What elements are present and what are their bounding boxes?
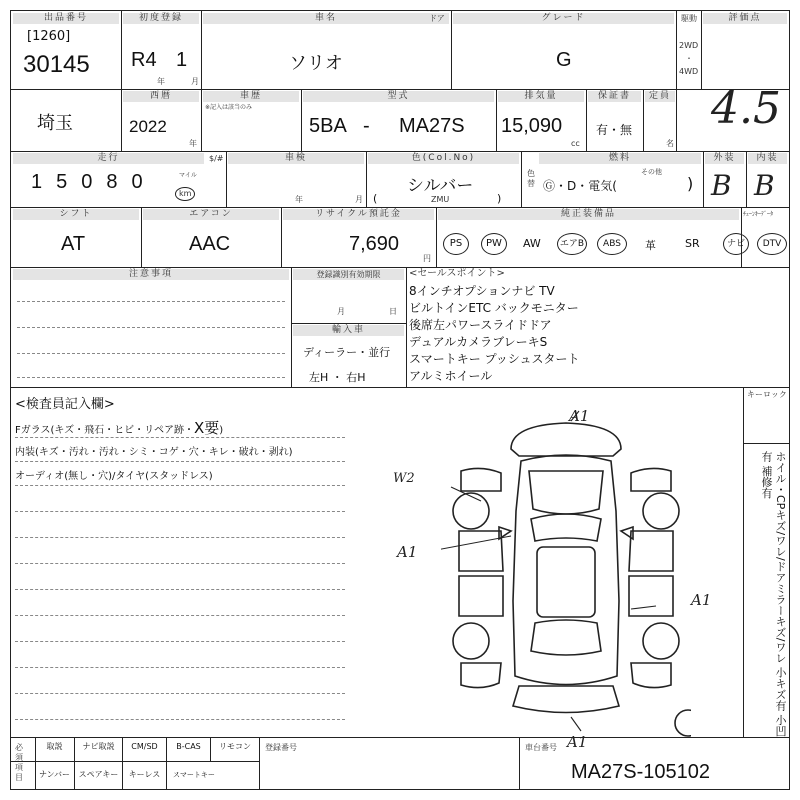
notes-header: 注意事項 — [13, 269, 289, 280]
chain-key-header: ﾁｪｰﾝｷｰﾃﾞｰﾀ — [743, 211, 774, 218]
mileage-digit: 5 — [56, 171, 82, 193]
sales-points-header: <セールスポイント> — [409, 268, 505, 279]
equipment-sunroof: SR — [685, 237, 700, 250]
registration-month: 月 — [337, 307, 345, 316]
color-value: シルバー — [407, 176, 474, 196]
bottom-items-bottom — [35, 761, 259, 789]
fuel-header: 燃料 — [539, 153, 701, 164]
capacity-unit: 名 — [666, 139, 674, 148]
bottom-manual: 取説 — [35, 737, 75, 761]
interior-header: 内装 — [748, 153, 787, 164]
fuel-close: ) — [687, 174, 694, 193]
recycle-unit: 円 — [423, 254, 431, 263]
grade-value: G — [556, 49, 572, 71]
required-items-label: 必須項目 — [15, 743, 23, 782]
equipment-navi: ナビ — [723, 233, 749, 255]
color-paren-open: ( — [373, 192, 378, 205]
bottom-navi-manual: ナビ取説 — [75, 737, 123, 761]
keylock-box — [743, 387, 790, 444]
damage-rear: A1 — [567, 733, 588, 751]
color-paren-close: ) — [497, 192, 502, 205]
sales-point-line: ビルトインETC バックモニター — [409, 301, 579, 315]
equipment-header: 純正装備品 — [438, 209, 739, 220]
fuel-other: その他 — [641, 168, 662, 176]
exterior-grade: B — [711, 169, 732, 202]
registration-header: 登録識別有効期限 — [293, 269, 404, 280]
model-type-dash: - — [363, 115, 370, 137]
year-ad: 2022 — [129, 117, 167, 136]
damage-left-door: A1 — [397, 543, 418, 561]
keylock-header: キーロック — [747, 390, 787, 399]
score-value: 4.5 — [711, 83, 781, 134]
drive-sep: ・ — [685, 54, 693, 63]
car-diagram — [441, 401, 691, 741]
km-unit: km — [175, 181, 195, 201]
sales-point-line: デュアルカメラブレーキS — [409, 335, 548, 349]
shaken-year: 年 — [295, 195, 303, 204]
auction-sheet — [10, 10, 790, 790]
model-type-prefix: 5BA — [309, 115, 347, 137]
month-unit: 月 — [191, 77, 199, 86]
mile-label: マイル — [179, 172, 197, 179]
displacement-header: 排気量 — [498, 91, 584, 102]
displacement-value: 15,090 — [501, 115, 563, 137]
displacement-unit: cc — [571, 139, 580, 148]
inspector-header: <検査員記入欄> — [15, 397, 115, 412]
recycle-header: リサイクル預託金 — [283, 209, 434, 220]
lot-number: 30145 — [23, 51, 90, 78]
mileage-digit: 0 — [131, 171, 157, 193]
import-header: 輸入車 — [293, 325, 404, 336]
prefecture: 埼玉 — [37, 113, 73, 134]
equipment-leather: 革 — [645, 239, 656, 252]
damage-right-rear: A1 — [691, 591, 712, 609]
lot-header: 出品番号 — [13, 13, 119, 24]
mileage-digit: 0 — [81, 171, 107, 193]
sales-points-list — [409, 283, 580, 385]
dealer-parallel: ディーラー・並行 — [303, 346, 391, 359]
glass-line: Fガラス(キズ・飛石・ヒビ・リペア跡・X要) — [15, 419, 224, 437]
glass-mark: X要 — [193, 419, 220, 437]
history-note: ※記入は該当のみ — [205, 104, 253, 111]
equipment-airbag: エアB — [557, 233, 587, 255]
first-reg-era: R4 — [131, 49, 157, 71]
exterior-header: 外装 — [705, 153, 744, 164]
warranty-value: 有・無 — [596, 123, 633, 137]
drive-header: 駆動 — [681, 14, 697, 23]
grade-header: グレード — [453, 13, 674, 24]
bottom-spare-key: スペアキー — [75, 761, 123, 789]
bottom-keyless: キーレス — [123, 761, 167, 789]
lot-code: [1260] — [27, 29, 71, 44]
equipment-list — [443, 233, 789, 259]
bottom-remote: リモコン — [219, 742, 251, 751]
equipment-aw: AW — [523, 237, 541, 250]
chassis-header: 車台番号 — [525, 743, 557, 752]
sales-point-line: アルミホイール — [409, 369, 493, 383]
interior-grade: B — [754, 169, 775, 202]
shaken-header: 車検 — [228, 153, 364, 164]
model-name-header: 車名 — [203, 13, 449, 24]
model-type-code: MA27S — [399, 115, 465, 137]
bottom-bcas: B-CAS — [167, 737, 211, 761]
fuel-value: Ⓖ・D・電気( — [543, 179, 617, 193]
mileage-header: 走行 — [13, 153, 204, 164]
color-change-label: 色替 — [527, 169, 535, 188]
mileage-digit: 8 — [106, 171, 132, 193]
bottom-cm-sd: CM/SD — [123, 737, 167, 761]
color-header: 色(Col.No) — [368, 153, 519, 164]
mileage-digit: 1 — [31, 171, 57, 193]
aircon-header: エアコン — [143, 209, 279, 220]
equipment-pw: PW — [481, 233, 507, 255]
drive-4wd: 4WD — [679, 67, 699, 76]
side-note: ホイル・CPキズ/ワレ/ドアミラーキズ/ワレ 小キズ有 小凹有 補修有 — [760, 451, 787, 737]
equipment-abs: ABS — [597, 233, 627, 255]
year-ad-unit: 年 — [189, 139, 197, 148]
year-ad-header: 西暦 — [123, 91, 199, 102]
smeter-header: $/# — [209, 154, 224, 163]
interior-line: 内装(キズ・汚れ・汚れ・シミ・コゲ・穴・キレ・破れ・剥れ) — [15, 447, 293, 458]
damage-front-left: W2 — [393, 471, 415, 486]
color-code: ZMU — [431, 195, 450, 204]
shift-value: AT — [61, 233, 86, 255]
equipment-dtv: DTV — [757, 233, 787, 255]
model-type-header: 型式 — [303, 91, 494, 102]
mileage-digits — [31, 171, 157, 194]
history-header: 車歴 — [203, 91, 299, 102]
damage-front: A1 — [569, 407, 590, 425]
bottom-smart-key: スマートキー — [173, 771, 215, 779]
registration-day: 日 — [389, 307, 397, 316]
first-reg-month: 1 — [176, 49, 188, 71]
steering-side: 左H ・ 右H — [309, 371, 366, 384]
audio-line: オーディオ(無し・穴)/タイヤ(スタッドレス) — [15, 471, 213, 482]
warranty-header: 保証書 — [588, 91, 641, 102]
aircon-value: AAC — [189, 233, 231, 255]
model-name: ソリオ — [289, 53, 343, 74]
bottom-items-top — [35, 737, 259, 761]
score-header: 評価点 — [703, 13, 787, 24]
chassis-number: MA27S-105102 — [571, 761, 710, 783]
recycle-value: 7,690 — [349, 233, 400, 255]
doors-header: ドア — [429, 14, 445, 23]
sales-point-line: 後席左パワースライドドア — [409, 318, 552, 332]
drive-2wd: 2WD — [679, 41, 699, 50]
sales-point-line: スマートキー プッシュスタート — [409, 352, 580, 366]
first-reg-header: 初度登録 — [123, 13, 199, 24]
sales-point-line: 8インチオプションナビ TV — [409, 284, 555, 298]
shift-header: シフト — [13, 209, 139, 220]
bottom-number: ナンバー — [35, 761, 75, 789]
year-unit: 年 — [157, 77, 165, 86]
equipment-ps: PS — [443, 233, 469, 255]
registration-number-header: 登録番号 — [265, 743, 297, 752]
capacity-header: 定員 — [645, 91, 675, 102]
shaken-month: 月 — [355, 195, 363, 204]
